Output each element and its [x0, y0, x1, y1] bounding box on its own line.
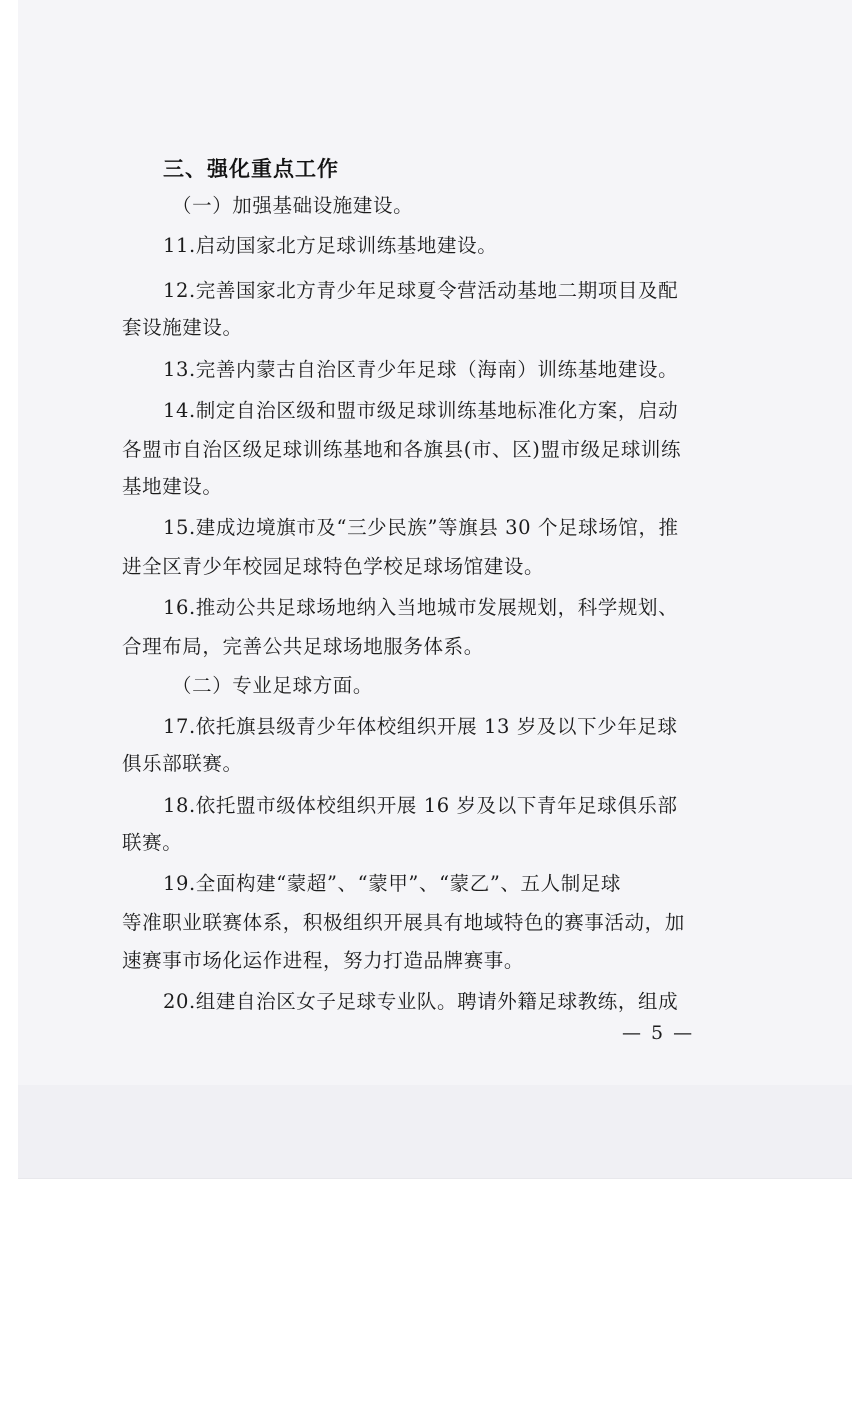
- paragraph-line: 12.完善国家北方青少年足球夏令营活动基地二期项目及配: [163, 279, 679, 302]
- paragraph-line: 基地建设。: [122, 475, 223, 498]
- paragraph-line: 联赛。: [122, 831, 183, 854]
- paragraph-line: （二）专业足球方面。: [172, 674, 374, 697]
- paragraph-line: 进全区青少年校园足球特色学校足球场馆建设。: [122, 555, 545, 578]
- paragraph-line: 各盟市自治区级足球训练基地和各旗县(市、区)盟市级足球训练: [122, 438, 682, 461]
- paragraph-line: （一）加强基础设施建设。: [172, 194, 414, 217]
- page-number: — 5 —: [622, 1022, 695, 1044]
- section-heading: 三、强化重点工作: [163, 157, 339, 181]
- paragraph-line: 14.制定自治区级和盟市级足球训练基地标准化方案，启动: [163, 399, 679, 422]
- paragraph-line: 15.建成边境旗市及“三少民族”等旗县 30 个足球场馆，推: [163, 516, 679, 539]
- paragraph-line: 16.推动公共足球场地纳入当地城市发展规划，科学规划、: [163, 596, 679, 619]
- scan-shadow-band: [18, 1085, 852, 1178]
- paragraph-line: 速赛事市场化运作进程，努力打造品牌赛事。: [122, 949, 525, 972]
- paragraph-line: 19.全面构建“蒙超”、“蒙甲”、“蒙乙”、五人制足球: [163, 872, 622, 895]
- paragraph-line: 17.依托旗县级青少年体校组织开展 13 岁及以下少年足球: [163, 715, 678, 738]
- paragraph-line: 13.完善内蒙古自治区青少年足球（海南）训练基地建设。: [163, 358, 679, 381]
- paragraph-line: 11.启动国家北方足球训练基地建设。: [163, 234, 498, 257]
- paragraph-line: 套设施建设。: [122, 316, 243, 339]
- paragraph-line: 合理布局，完善公共足球场地服务体系。: [122, 635, 484, 658]
- paragraph-line: 等准职业联赛体系，积极组织开展具有地域特色的赛事活动，加: [122, 911, 685, 934]
- paragraph-line: 俱乐部联赛。: [122, 752, 243, 775]
- paragraph-line: 18.依托盟市级体校组织开展 16 岁及以下青年足球俱乐部: [163, 794, 678, 817]
- paragraph-line: 20.组建自治区女子足球专业队。聘请外籍足球教练，组成: [163, 990, 679, 1013]
